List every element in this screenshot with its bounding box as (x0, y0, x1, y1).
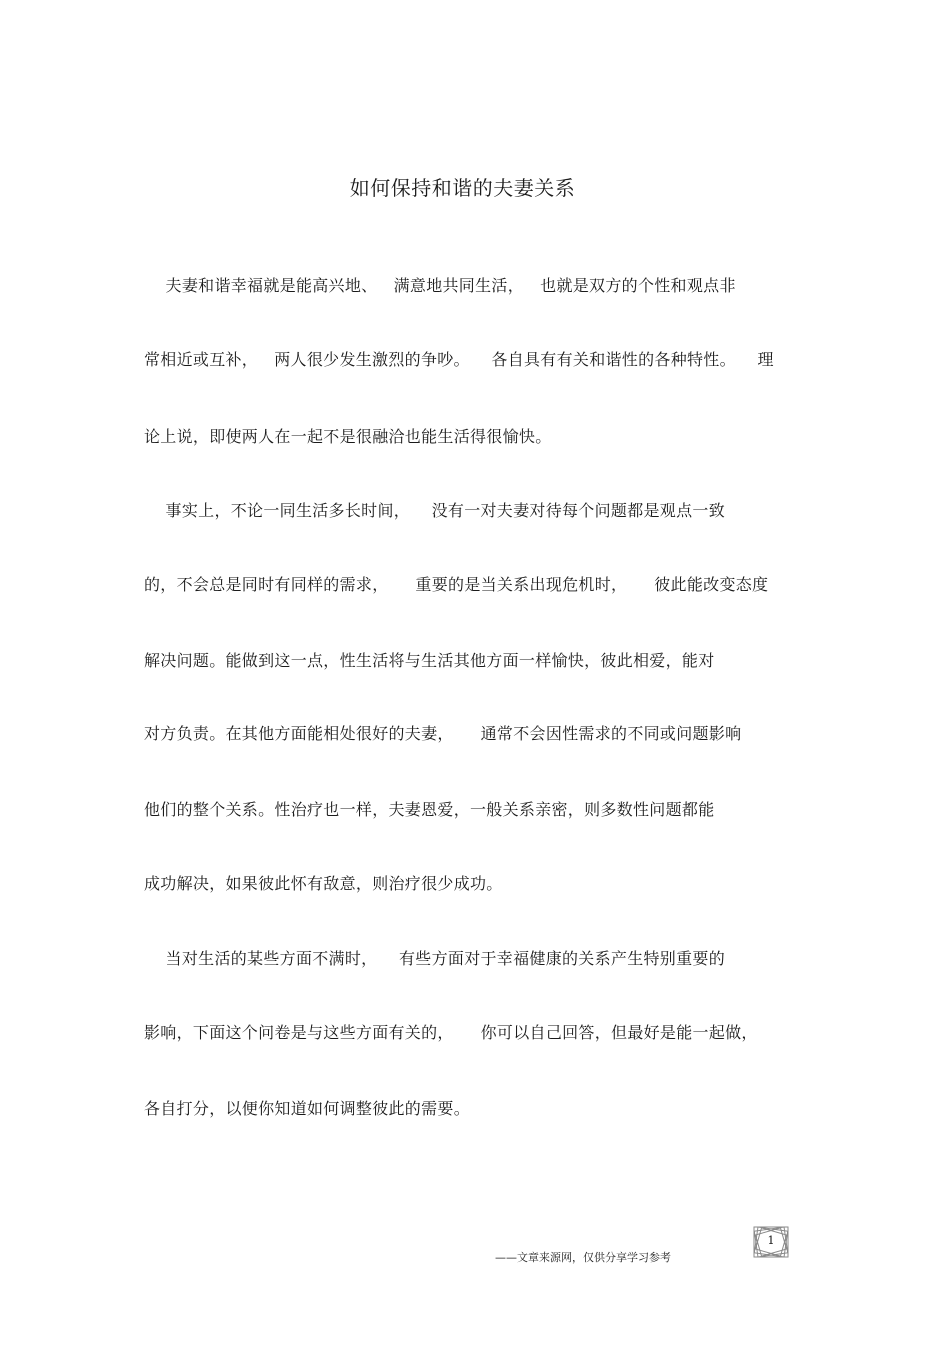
paragraph-1-line-3: 论上说，即使两人在一起不是很融洽也能生活得很愉快。 (144, 427, 552, 446)
paragraph-3-line-1: 当对生活的某些方面不满时， 有些方面对于幸福健康的关系产生特别重要的 (144, 949, 725, 968)
paragraph-2-line-4: 对方负责。在其他方面能相处很好的夫妻， 通常不会因性需求的不同或问题影响 (144, 724, 742, 743)
page-number-badge (748, 1222, 794, 1262)
document-title: 如何保持和谐的夫妻关系 (349, 176, 576, 200)
paragraph-2-line-6: 成功解决，如果彼此怀有敌意，则治疗很少成功。 (144, 874, 503, 893)
paragraph-1-line-2: 常相近或互补， 两人很少发生激烈的争吵。 各自具有有关和谐性的各种特性。 理 (144, 350, 774, 369)
paragraph-2-line-5: 他们的整个关系。性治疗也一样，夫妻恩爱，一般关系亲密，则多数性问题都能 (144, 800, 715, 819)
paragraph-2-line-2: 的，不会总是同时有同样的需求， 重要的是当关系出现危机时， 彼此能改变态度 (144, 575, 769, 594)
paragraph-2-line-1: 事实上，不论一同生活多长时间， 没有一对夫妻对待每个问题都是观点一致 (144, 501, 725, 520)
page-number: 1 (767, 1234, 775, 1247)
paragraph-1-line-1: 夫妻和谐幸福就是能高兴地、 满意地共同生活， 也就是双方的个性和观点非 (144, 276, 736, 295)
paragraph-3-line-2: 影响，下面这个问卷是与这些方面有关的， 你可以自己回答，但最好是能一起做， (144, 1023, 758, 1042)
paragraph-2-line-3: 解决问题。能做到这一点，性生活将与生活其他方面一样愉快，彼此相爱，能对 (144, 651, 715, 670)
source-note: ——文章来源网，仅供分享学习参考 (495, 1251, 671, 1264)
paragraph-3-line-3: 各自打分，以便你知道如何调整彼此的需要。 (144, 1099, 471, 1118)
